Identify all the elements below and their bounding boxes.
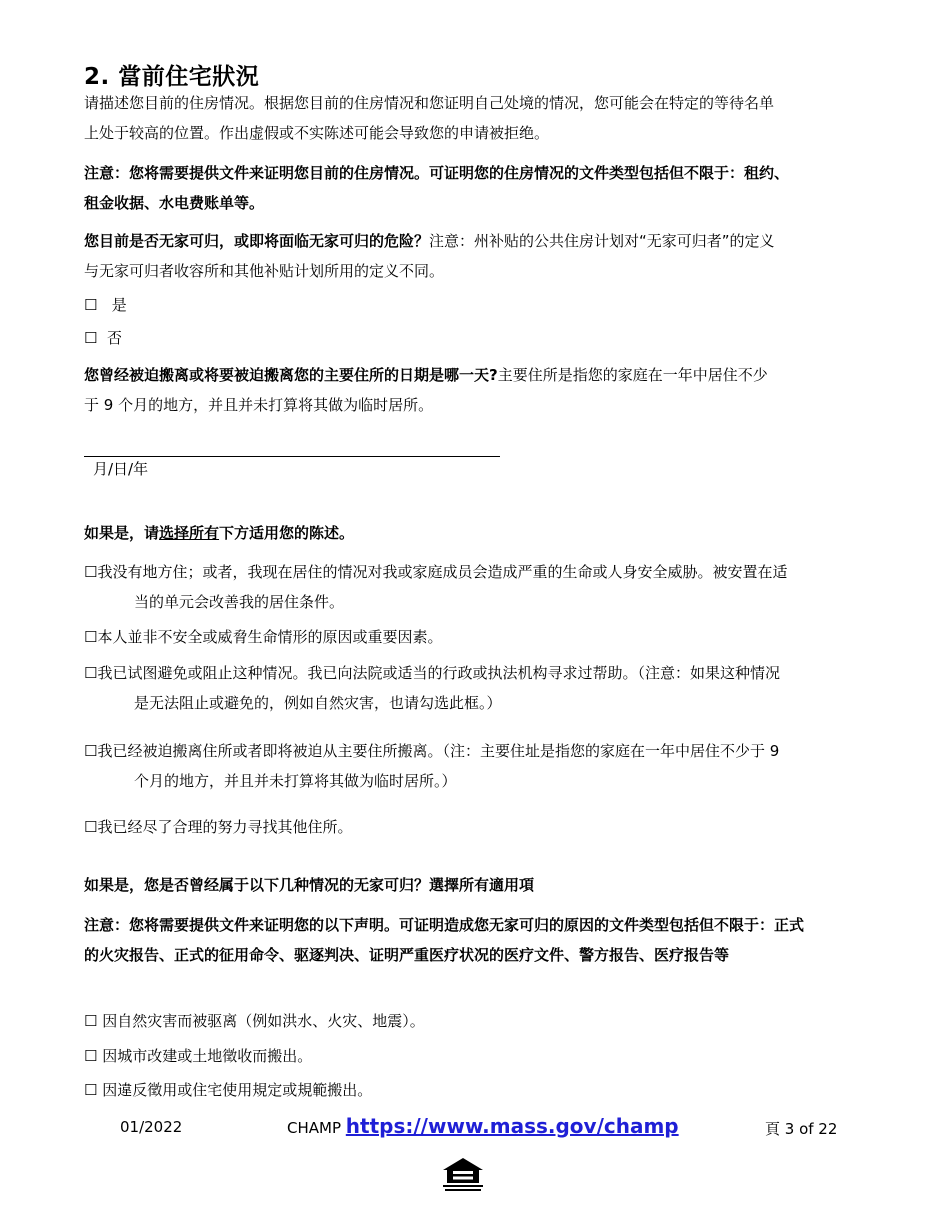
homeless-question: 您目前是否无家可归，或即将面临无家可归的危险？注意：州补贴的公共住房计划对“无家可归者”的定义 与无家可归者收容所和其他补贴计划所用的定义不同。 <box>84 232 775 280</box>
checkbox-icon[interactable]: ☐ <box>84 818 98 836</box>
option-no-label: 否 <box>107 329 123 347</box>
statement-item[interactable]: ☐我已经被迫搬离住所或者即将被迫从主要住所搬离。（注：主要住址是指您的家庭在一年中居住不少于 9 个月的地方，并且并未打算将其做为临时居所。） <box>84 742 780 790</box>
checkbox-icon[interactable]: ☐ <box>84 1081 98 1099</box>
if-yes-select-all-heading: 如果是，请选择所有下方适用您的陈述。 <box>84 524 355 542</box>
equal-housing-opportunity-icon <box>440 1157 486 1193</box>
statement-item[interactable]: ☐我已经尽了合理的努力寻找其他住所。 <box>84 818 353 836</box>
champ-link[interactable]: https://www.mass.gov/champ <box>345 1114 679 1138</box>
statement-item[interactable]: ☐本人並非不安全或威脅生命情形的原因或重要因素。 <box>84 628 443 646</box>
checkbox-icon[interactable]: ☐ <box>84 742 98 760</box>
footer-date: 01/2022 <box>120 1118 183 1136</box>
checkbox-no[interactable] <box>84 323 122 353</box>
statement-item[interactable]: ☐我没有地方住；或者，我现在居住的情况对我或家庭成员会造成严重的生命或人身安全威胁。被安置在适 当的单元会改善我的居住条件。 <box>84 563 788 611</box>
section-title: 2. 當前住宅狀況 <box>84 64 260 90</box>
checkbox-icon[interactable]: ☐ <box>84 664 98 682</box>
intro-text: 请描述您目前的住房情况。根据您目前的住房情况和您证明自己处境的情况，您可能会在特定的等待名单 上处于较高的位置。作出虚假或不实陈述可能会导致您的申请被拒绝。 <box>84 94 775 142</box>
notice-homeless-docs: 注意：您将需要提供文件来证明您的以下声明。可证明造成您无家可归的原因的文件类型包括但不限于：正式 的火灾报告、正式的征用命令、驱逐判决、证明严重医疗状况的医疗文件、警方报告、医疗报告等 <box>84 916 805 964</box>
footer-program: CHAMP https://www.mass.gov/champ <box>287 1114 679 1138</box>
checkbox-icon[interactable]: ☐ <box>84 296 98 314</box>
checkbox-icon[interactable]: ☐ <box>84 1047 98 1065</box>
homeless-reason-item[interactable]: ☐ 因城市改建或土地徵收而搬出。 <box>84 1047 313 1065</box>
date-label: 月/日/年 <box>93 460 149 478</box>
checkbox-yes[interactable] <box>84 290 127 320</box>
homeless-reason-item[interactable]: ☐ 因違反徵用或住宅使用規定或規範搬出。 <box>84 1081 373 1099</box>
if-yes-homeless-heading: 如果是，您是否曾经属于以下几种情况的无家可归？選擇所有適用項 <box>84 876 535 894</box>
homeless-reason-item[interactable]: ☐ 因自然灾害而被驱离（例如洪水、火灾、地震）。 <box>84 1012 425 1030</box>
footer-page-number: 頁 3 of 22 <box>765 1120 838 1138</box>
checkbox-icon[interactable]: ☐ <box>84 628 98 646</box>
checkbox-icon[interactable]: ☐ <box>84 563 98 581</box>
option-yes-label: 是 <box>111 296 127 314</box>
checkbox-icon[interactable]: ☐ <box>84 1012 98 1030</box>
notice-housing-docs: 注意：您将需要提供文件来证明您目前的住房情况。可证明您的住房情况的文件类型包括但不限于：租约、 租金收据、水电费账单等。 <box>84 164 790 212</box>
displacement-question: 您曾经被迫搬离或将要被迫搬离您的主要住所的日期是哪一天?主要住所是指您的家庭在一年中居住不少 于 9 个月的地方，并且并未打算将其做为临时居所。 <box>84 366 768 414</box>
statement-item[interactable]: ☐我已试图避免或阻止这种情况。我已向法院或适当的行政或执法机构寻求过帮助。（注意：如果这种情况 是无法阻止或避免的，例如自然灾害，也请勾选此框。） <box>84 664 780 712</box>
checkbox-icon[interactable]: ☐ <box>84 329 98 347</box>
